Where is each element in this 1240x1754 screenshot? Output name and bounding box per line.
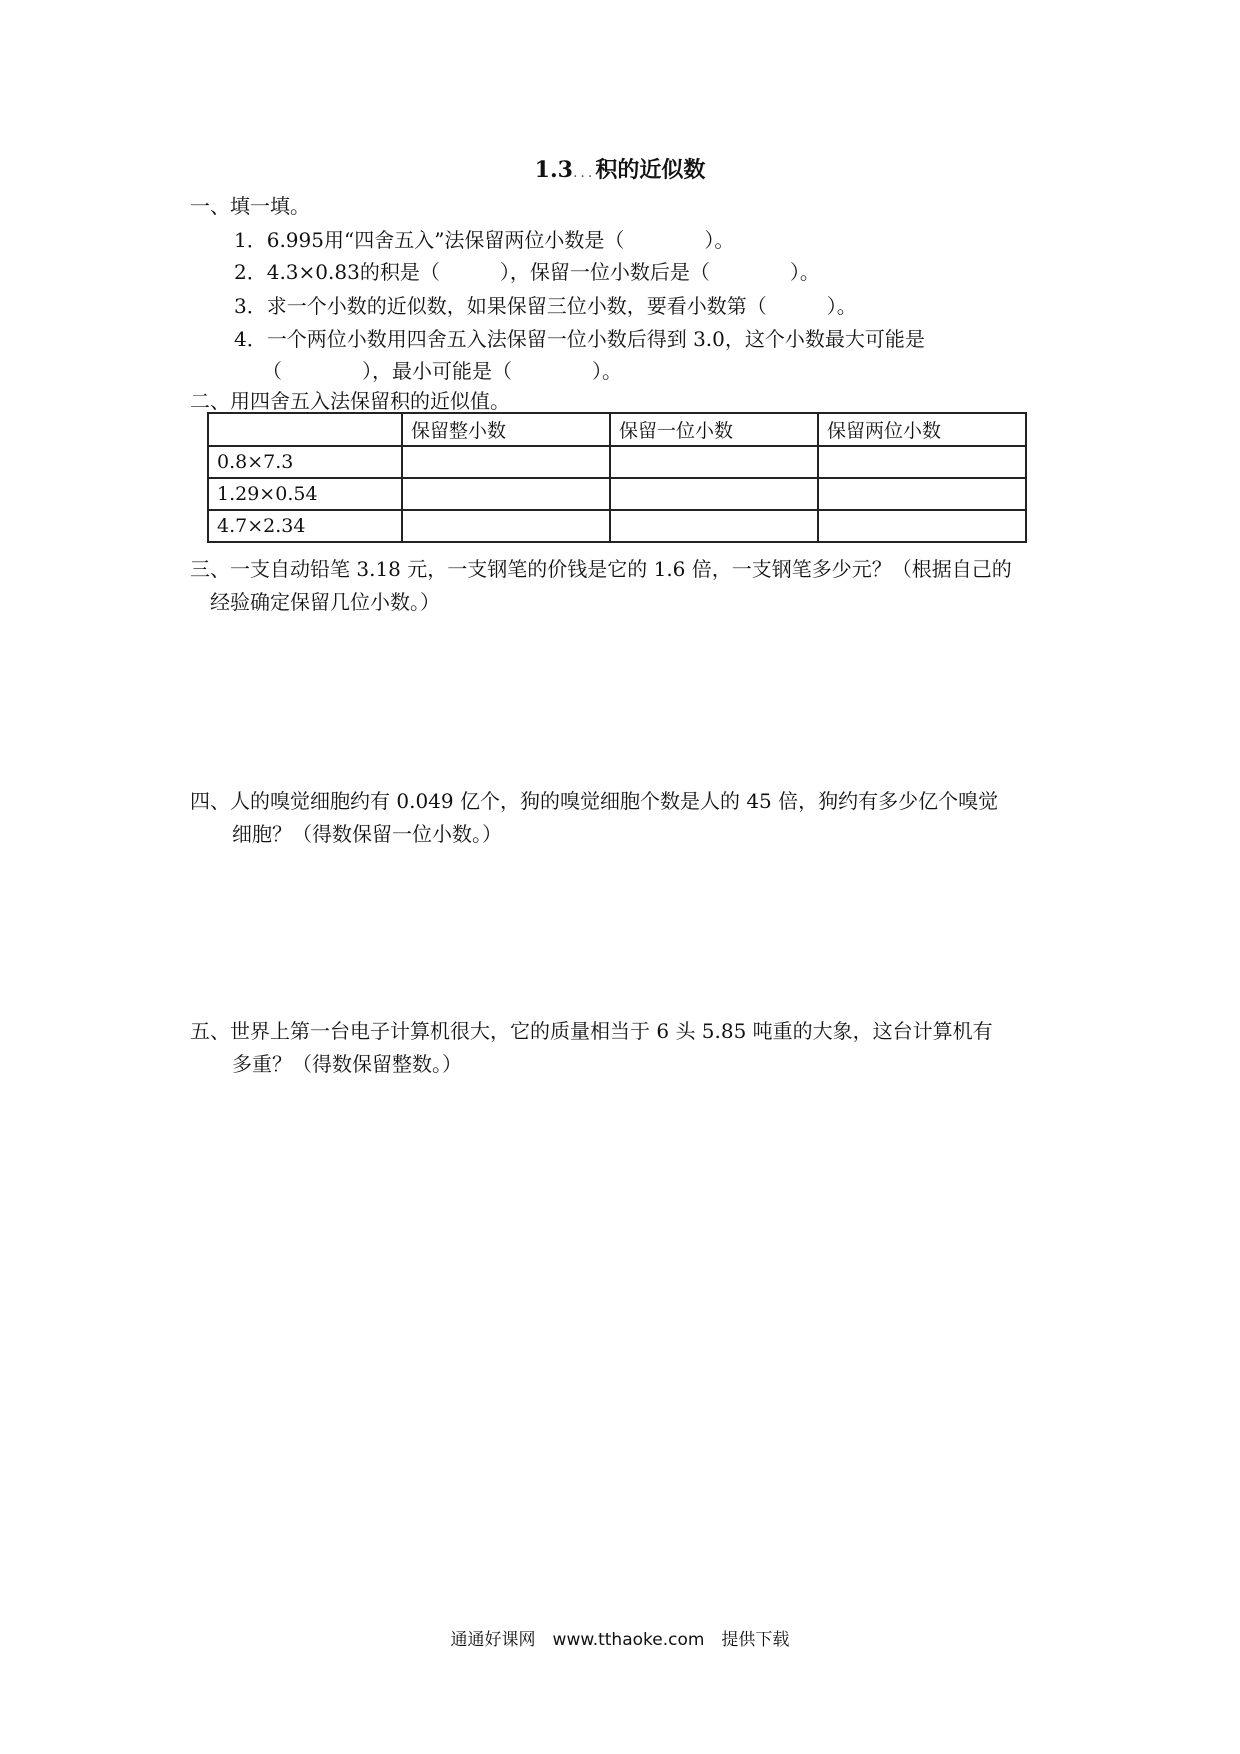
title-number: 1.3 bbox=[534, 157, 573, 183]
answer-cell[interactable] bbox=[610, 478, 818, 510]
page-title bbox=[0, 153, 1240, 184]
section1-heading: 一、填一填。 bbox=[190, 194, 310, 218]
table-header-cell bbox=[208, 413, 402, 446]
section3-line-1: 三、一支自动铅笔 3.18 元，一支钢笔的价钱是它的 1.6 倍，一支钢笔多少元？（根据自己的 bbox=[190, 557, 1012, 581]
section3-line-2: 经验确定保留几位小数。） bbox=[210, 590, 440, 614]
section1-item-3: 3．求一个小数的近似数，如果保留三位小数，要看小数第（ ）。 bbox=[234, 294, 857, 318]
answer-cell[interactable] bbox=[402, 446, 610, 478]
answer-cell[interactable] bbox=[610, 446, 818, 478]
title-text: 积的近似数 bbox=[595, 157, 706, 183]
section4-line-2: 细胞？（得数保留一位小数。） bbox=[232, 822, 502, 846]
table-row bbox=[208, 510, 1026, 542]
answer-cell[interactable] bbox=[818, 446, 1026, 478]
table-header-cell: 保留一位小数 bbox=[610, 413, 818, 446]
section5-line-2: 多重？（得数保留整数。） bbox=[232, 1052, 462, 1076]
section1-item-2: 2．4.3×0.83的积是（ ），保留一位小数后是（ ）。 bbox=[234, 260, 820, 284]
footer-credit: 通通好课网 www.tthaoke.com 提供下载 bbox=[450, 1630, 790, 1650]
table-cell: 0.8×7.3 bbox=[208, 446, 402, 478]
table-row bbox=[208, 478, 1026, 510]
section5-line-1: 五、世界上第一台电子计算机很大，它的质量相当于 6 头 5.85 吨重的大象，这台计算机有 bbox=[190, 1019, 993, 1043]
section1-item-4: 4．一个两位小数用四舍五入法保留一位小数后得到 3.0，这个小数最大可能是 bbox=[234, 327, 925, 351]
table-cell: 1.29×0.54 bbox=[208, 478, 402, 510]
answer-cell[interactable] bbox=[402, 478, 610, 510]
section2-heading: 二、用四舍五入法保留积的近似值。 bbox=[190, 389, 510, 413]
answer-cell[interactable] bbox=[818, 478, 1026, 510]
table-row bbox=[208, 446, 1026, 478]
approximation-table bbox=[207, 412, 1027, 543]
answer-cell[interactable] bbox=[402, 510, 610, 542]
answer-cell[interactable] bbox=[818, 510, 1026, 542]
table-header-cell: 保留整小数 bbox=[402, 413, 610, 446]
answer-cell[interactable] bbox=[610, 510, 818, 542]
section4-line-1: 四、人的嗅觉细胞约有 0.049 亿个，狗的嗅觉细胞个数是人的 45 倍，狗约有多少亿个嗅觉 bbox=[190, 789, 999, 813]
table-cell: 4.7×2.34 bbox=[208, 510, 402, 542]
table-header-cell: 保留两位小数 bbox=[818, 413, 1026, 446]
title-dots: ... bbox=[572, 165, 596, 181]
section1-item-1: 1．6.995用“四舍五入”法保留两位小数是（ ）。 bbox=[234, 228, 735, 252]
section1-item-4-cont: （ ），最小可能是（ ）。 bbox=[262, 359, 622, 383]
table-header-row bbox=[208, 413, 1026, 446]
